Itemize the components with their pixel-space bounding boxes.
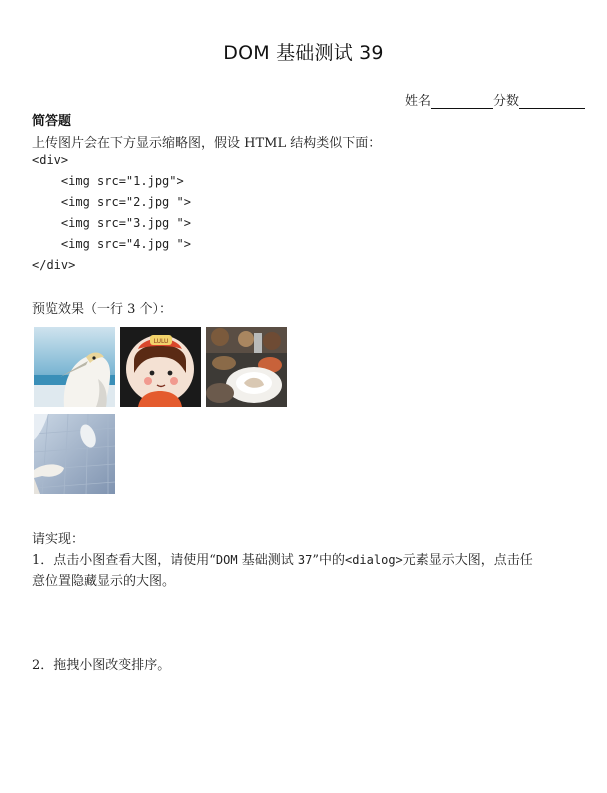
code-line: <img src="4.jpg "> [32,237,191,251]
cartoon-girl-thumbnail[interactable] [120,327,201,407]
food-table-image [206,327,287,407]
cat-paw-thumbnail[interactable] [34,414,115,494]
page-title: DOM 基础测试 39 [223,42,384,64]
food-table-thumbnail[interactable] [206,327,287,407]
req-mono: DOM [215,553,238,567]
name-label: 姓名 [404,94,431,109]
preview-label: 预览效果（一行 3 个）： [32,302,173,317]
score-label: 分数 [492,94,519,109]
section-title: 简答题 [32,114,72,129]
cartoon-girl-image [120,327,201,407]
req-mono: <dialog> [344,553,403,567]
requirement-1-line-2: 意位置隐藏显示的大图。 [32,574,176,589]
req-text: 1．点击小图查看大图，请使用“ [32,553,216,568]
bird-thumbnail[interactable] [34,327,115,407]
bird-image [34,327,115,407]
code-line: <img src="2.jpg "> [32,195,191,209]
requirement-1-line-1 [32,549,533,568]
intro-text: 上传图片会在下方显示缩略图，假设 HTML 结构类似下面： [32,136,382,151]
requirement-2: 2．拖拽小图改变排序。 [32,658,171,673]
requirements-label: 请实现： [32,532,85,547]
code-line: </div> [32,258,76,272]
req-text: ”中的 [312,553,345,568]
cat-paw-image [34,414,115,494]
req-text: 元素显示大图，点击任 [402,553,533,568]
req-mono: 37 [297,553,313,567]
code-line: <img src="3.jpg "> [32,216,191,230]
name-score-line [405,90,585,109]
req-text: 基础测试 [237,553,298,568]
code-line: <div> [32,153,69,167]
score-blank [519,95,585,109]
code-line: <img src="1.jpg"> [32,174,184,188]
badge-text: LULU [153,338,169,345]
name-blank [431,95,493,109]
